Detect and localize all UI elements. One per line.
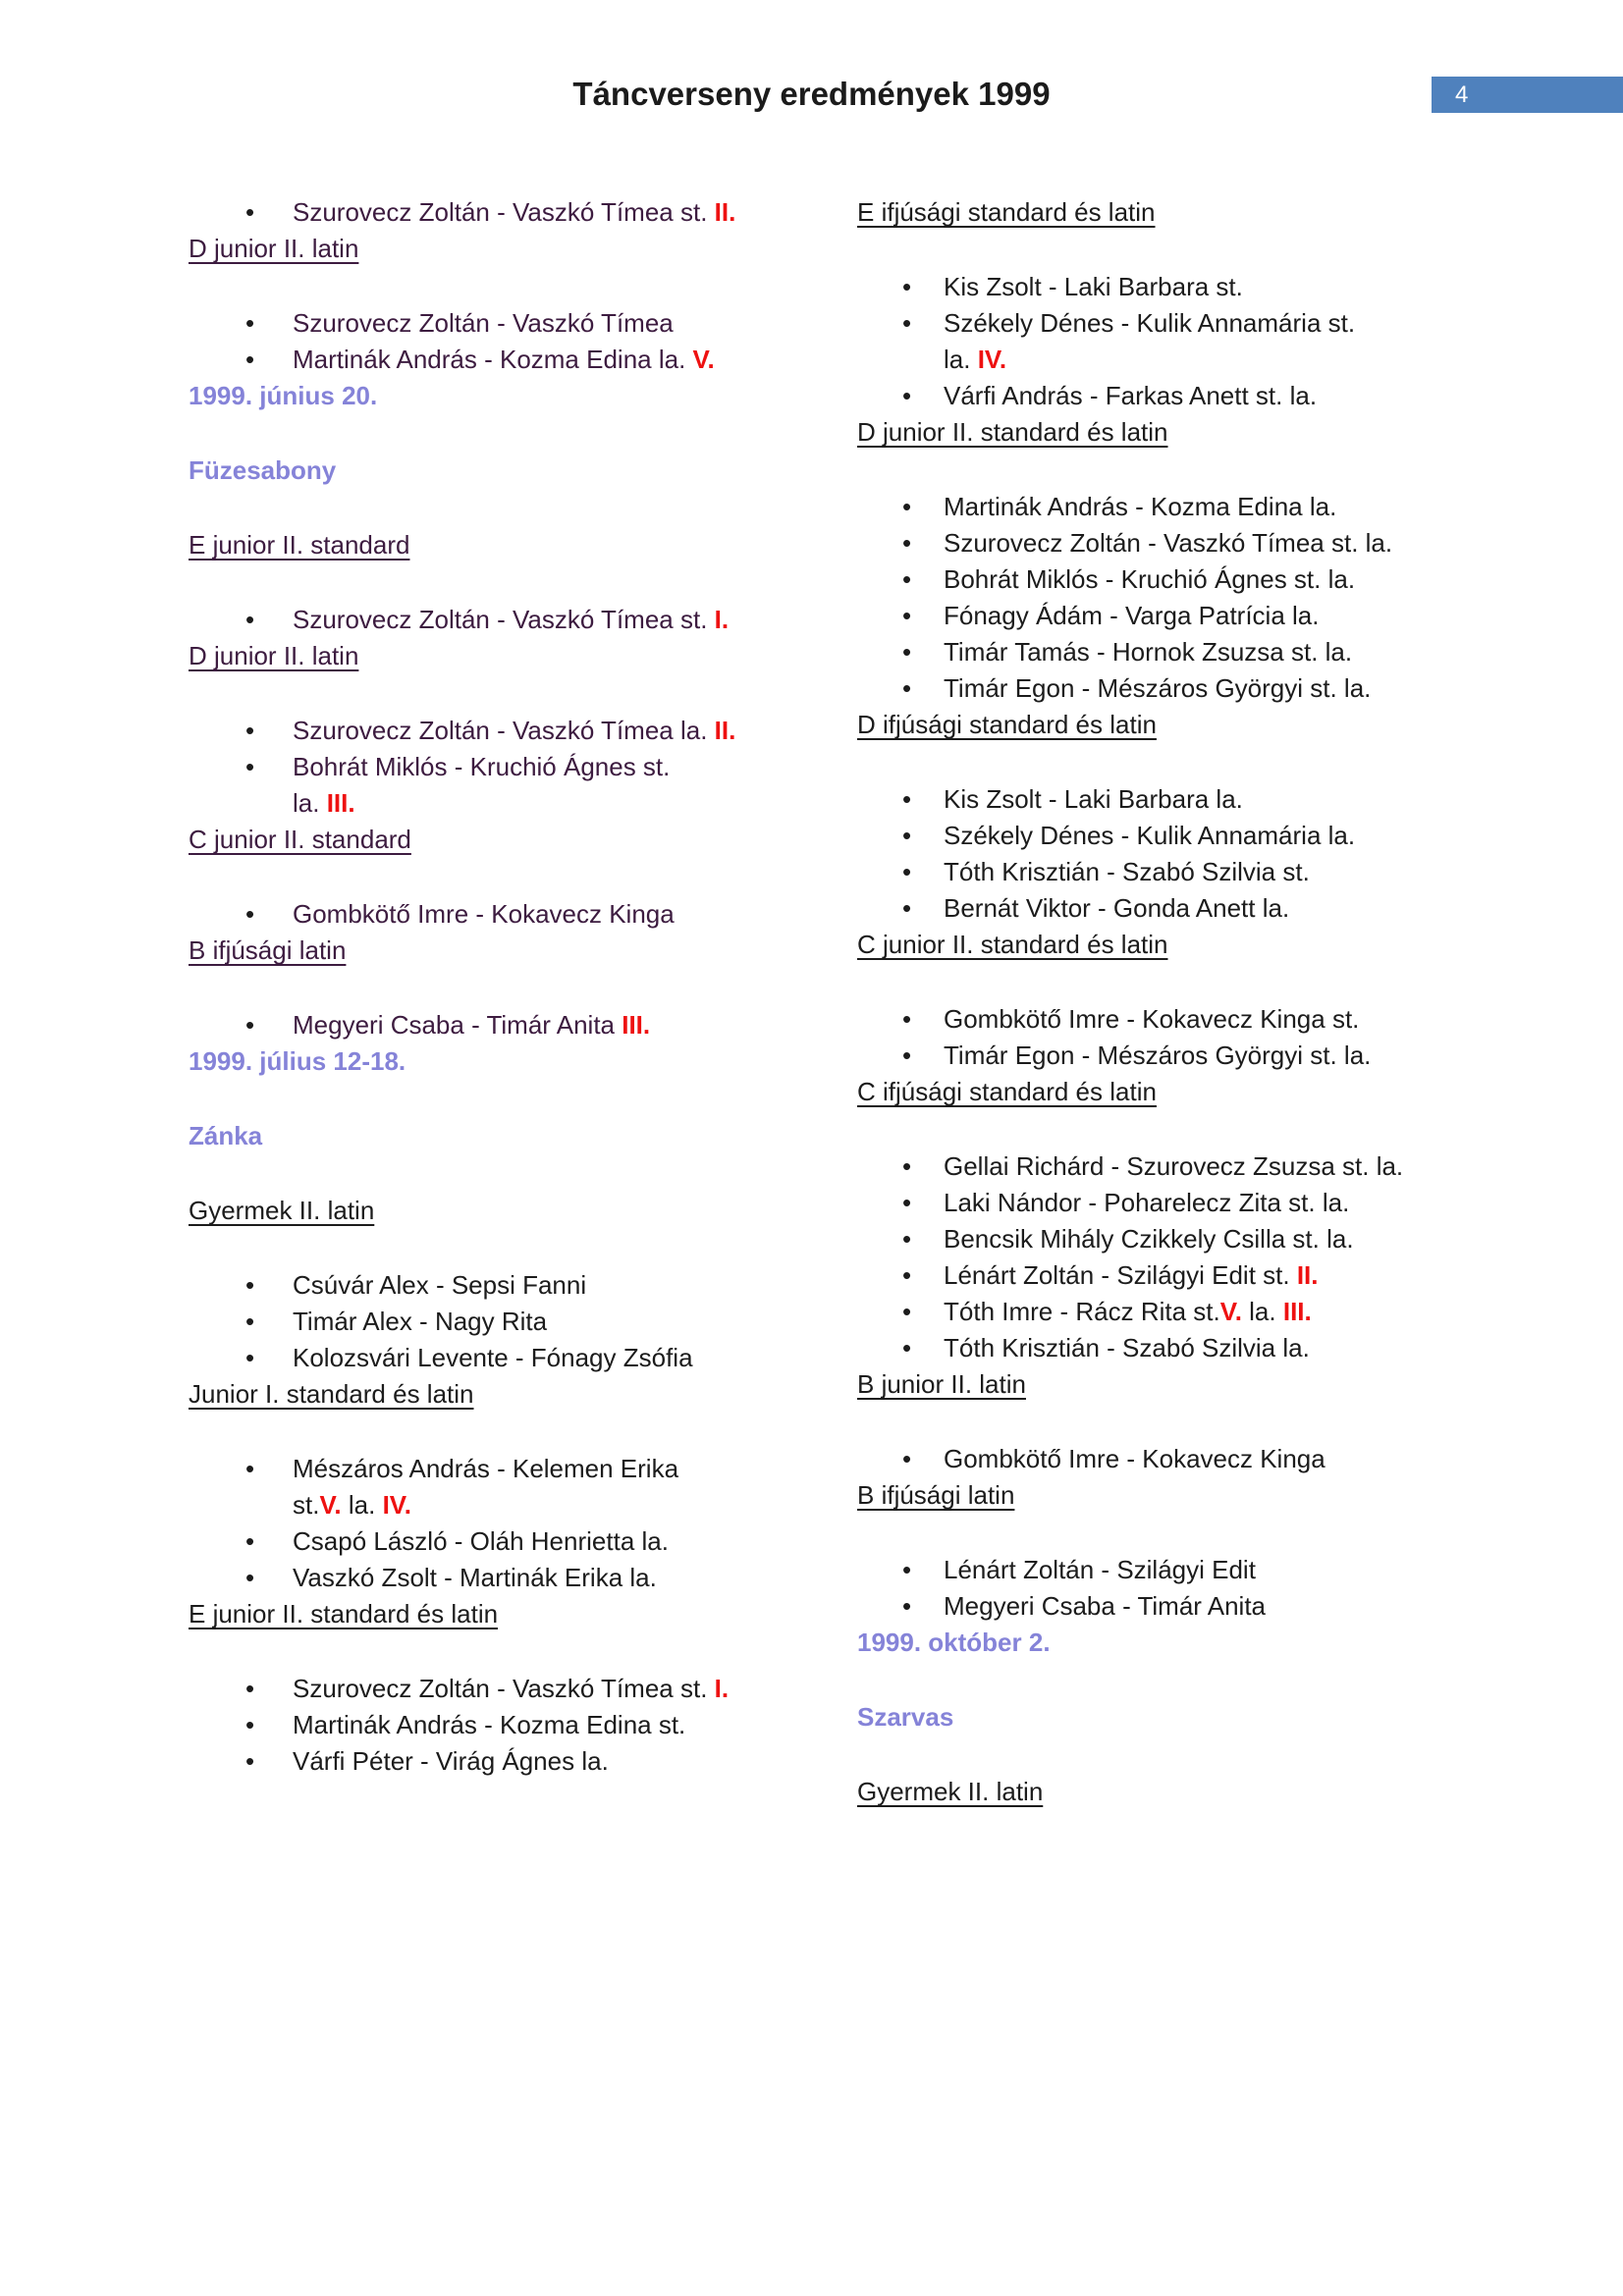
couple-result-item [857, 1148, 1554, 1185]
results-list [189, 713, 822, 822]
page-number-badge [1432, 77, 1623, 113]
category-heading: D junior II. standard és latin [857, 417, 1168, 447]
category-heading: B ifjúsági latin [857, 1480, 1015, 1510]
couple-names: Timár Egon - Mészáros Györgyi st. la. [944, 1041, 1372, 1070]
category-heading: B ifjúsági latin [189, 935, 347, 965]
couple-names: Gombkötő Imre - Kokavecz Kinga [944, 1444, 1325, 1473]
couple-names: Bencsik Mihály Czikkely Csilla st. la. [944, 1224, 1354, 1254]
results-list [857, 489, 1554, 707]
couple-result-item [857, 305, 1554, 378]
couple-result-item [857, 1552, 1554, 1588]
results-list [189, 1671, 822, 1780]
couple-names: Kolozsvári Levente - Fónagy Zsófia [293, 1343, 693, 1372]
event-date-heading: 1999. október 2. [857, 1628, 1051, 1657]
results-list [857, 1001, 1554, 1074]
couple-names: Fónagy Ádám - Varga Patrícia la. [944, 601, 1320, 630]
couple-result-item [189, 713, 822, 749]
results-list [857, 1148, 1554, 1366]
placement-numeral: II. [1296, 1260, 1319, 1290]
couple-result-item [189, 602, 822, 638]
couple-names: Lénárt Zoltán - Szilágyi Edit [944, 1555, 1256, 1584]
event-city-heading: Füzesabony [189, 455, 337, 485]
couple-names: Megyeri Csaba - Timár Anita [293, 1010, 622, 1040]
couple-result-item [189, 1267, 822, 1304]
couple-names: Székely Dénes - Kulik Annamária st. [944, 308, 1356, 338]
couple-result-item [189, 1340, 822, 1376]
event-city-heading: Szarvas [857, 1702, 954, 1732]
placement-numeral: V. [692, 345, 715, 374]
couple-names: la. [944, 345, 978, 374]
couple-names: Timár Tamás - Hornok Zsuzsa st. la. [944, 637, 1353, 667]
results-list [857, 1441, 1554, 1477]
couple-result-item [189, 1707, 822, 1743]
couple-names: Gellai Richárd - Szurovecz Zsuzsa st. la. [944, 1151, 1404, 1181]
placement-numeral: II. [714, 197, 736, 227]
page-number: 4 [1455, 81, 1469, 108]
couple-names: Tóth Krisztián - Szabó Szilvia st. [944, 857, 1310, 886]
couple-result-item [189, 1523, 822, 1560]
couple-result-item [857, 1294, 1554, 1330]
couple-result-item [189, 1560, 822, 1596]
couple-names: Székely Dénes - Kulik Annamária la. [944, 821, 1356, 850]
couple-result-item [189, 749, 822, 822]
couple-result-item [857, 1257, 1554, 1294]
placement-numeral: IV. [382, 1490, 411, 1520]
couple-names: Megyeri Csaba - Timár Anita [944, 1591, 1267, 1621]
category-heading: D ifjúsági standard és latin [857, 710, 1157, 739]
couple-names: st. [293, 1490, 320, 1520]
column-left [189, 194, 822, 1780]
couple-names: Mészáros András - Kelemen Erika [293, 1454, 679, 1483]
couple-result-item [189, 305, 822, 342]
category-heading: D junior II. latin [189, 234, 359, 263]
couple-names: la. [1241, 1297, 1283, 1326]
couple-result-item [857, 378, 1554, 414]
couple-names: Szurovecz Zoltán - Vaszkó Tímea [293, 308, 674, 338]
couple-result-item [857, 561, 1554, 598]
category-heading: D junior II. latin [189, 641, 359, 670]
couple-names: Martinák András - Kozma Edina st. [293, 1710, 686, 1739]
results-list [857, 1552, 1554, 1625]
couple-result-item [189, 1007, 822, 1043]
results-list [857, 781, 1554, 927]
couple-result-item [857, 670, 1554, 707]
couple-result-item [857, 489, 1554, 525]
couple-result-item [857, 818, 1554, 854]
couple-result-item [857, 781, 1554, 818]
category-heading: Gyermek II. latin [857, 1777, 1044, 1806]
couple-result-item [857, 1185, 1554, 1221]
category-heading: E ifjúsági standard és latin [857, 197, 1156, 227]
couple-result-item [857, 269, 1554, 305]
couple-names: Timár Egon - Mészáros Györgyi st. la. [944, 673, 1372, 703]
couple-names: Martinák András - Kozma Edina la. [944, 492, 1337, 521]
results-list [189, 1451, 822, 1596]
couple-names: Szurovecz Zoltán - Vaszkó Tímea st. [293, 605, 715, 634]
column-right [857, 194, 1554, 1848]
couple-result-item [189, 342, 822, 378]
category-heading: E junior II. standard és latin [189, 1599, 499, 1629]
page-title: Táncverseny eredmények 1999 [572, 76, 1051, 112]
couple-names: la. [341, 1490, 383, 1520]
placement-numeral: IV. [977, 345, 1007, 374]
category-heading: C junior II. standard [189, 825, 411, 854]
results-list [857, 269, 1554, 414]
couple-result-item [189, 194, 822, 231]
couple-names: Laki Nándor - Poharelecz Zita st. la. [944, 1188, 1350, 1217]
placement-numeral: II. [714, 716, 736, 745]
couple-names: Kis Zsolt - Laki Barbara la. [944, 784, 1243, 814]
couple-names: Csapó László - Oláh Henrietta la. [293, 1526, 669, 1556]
couple-names: Lénárt Zoltán - Szilágyi Edit st. [944, 1260, 1297, 1290]
event-city-heading: Zánka [189, 1121, 263, 1150]
couple-names: Bernát Viktor - Gonda Anett la. [944, 893, 1290, 923]
couple-names: Szurovecz Zoltán - Vaszkó Tímea st. [293, 197, 715, 227]
couple-result-item [857, 525, 1554, 561]
category-heading: E junior II. standard [189, 530, 410, 560]
results-list [189, 1267, 822, 1376]
results-list [189, 896, 822, 933]
couple-result-item [857, 1221, 1554, 1257]
placement-numeral: III. [1282, 1297, 1312, 1326]
couple-names: Bohrát Miklós - Kruchió Ágnes st. la. [944, 564, 1356, 594]
results-list [189, 194, 822, 231]
couple-result-item [189, 1671, 822, 1707]
results-list [189, 305, 822, 378]
results-list [189, 602, 822, 638]
event-date-heading: 1999. július 12-18. [189, 1046, 406, 1076]
placement-numeral: III. [622, 1010, 651, 1040]
couple-names: Szurovecz Zoltán - Vaszkó Tímea st. [293, 1674, 715, 1703]
couple-names: Bohrát Miklós - Kruchió Ágnes st. [293, 752, 671, 781]
couple-result-item [857, 1038, 1554, 1074]
couple-names: Kis Zsolt - Laki Barbara st. [944, 272, 1243, 301]
couple-result-item [189, 1743, 822, 1780]
couple-names: Gombkötő Imre - Kokavecz Kinga [293, 899, 675, 929]
couple-names: Csúvár Alex - Sepsi Fanni [293, 1270, 587, 1300]
couple-result-item [857, 890, 1554, 927]
category-heading: C junior II. standard és latin [857, 930, 1168, 959]
placement-numeral: III. [326, 788, 355, 818]
couple-names: Szurovecz Zoltán - Vaszkó Tímea st. la. [944, 528, 1393, 558]
couple-names: Tóth Imre - Rácz Rita st. [944, 1297, 1220, 1326]
category-heading: C ifjúsági standard és latin [857, 1077, 1157, 1106]
couple-result-item [189, 1304, 822, 1340]
placement-numeral: V. [1219, 1297, 1242, 1326]
couple-names: Timár Alex - Nagy Rita [293, 1307, 548, 1336]
couple-names: Várfi Péter - Virág Ágnes la. [293, 1746, 609, 1776]
couple-result-item [857, 1330, 1554, 1366]
couple-result-item [857, 1441, 1554, 1477]
couple-names: Martinák András - Kozma Edina la. [293, 345, 693, 374]
couple-result-item [857, 854, 1554, 890]
event-date-heading: 1999. június 20. [189, 381, 378, 410]
category-heading: Junior I. standard és latin [189, 1379, 474, 1409]
couple-names: Szurovecz Zoltán - Vaszkó Tímea la. [293, 716, 715, 745]
couple-names: Gombkötő Imre - Kokavecz Kinga st. [944, 1004, 1360, 1034]
category-heading: Gyermek II. latin [189, 1196, 375, 1225]
couple-names: la. [293, 788, 327, 818]
couple-names: Vaszkó Zsolt - Martinák Erika la. [293, 1563, 657, 1592]
couple-result-item [857, 634, 1554, 670]
couple-result-item [857, 1001, 1554, 1038]
results-list [189, 1007, 822, 1043]
placement-numeral: I. [714, 1674, 730, 1703]
category-heading: B junior II. latin [857, 1369, 1026, 1399]
placement-numeral: V. [319, 1490, 342, 1520]
couple-result-item [857, 1588, 1554, 1625]
placement-numeral: I. [714, 605, 730, 634]
couple-names: Várfi András - Farkas Anett st. la. [944, 381, 1318, 410]
couple-result-item [857, 598, 1554, 634]
couple-result-item [189, 896, 822, 933]
couple-names: Tóth Krisztián - Szabó Szilvia la. [944, 1333, 1310, 1362]
couple-result-item [189, 1451, 822, 1523]
